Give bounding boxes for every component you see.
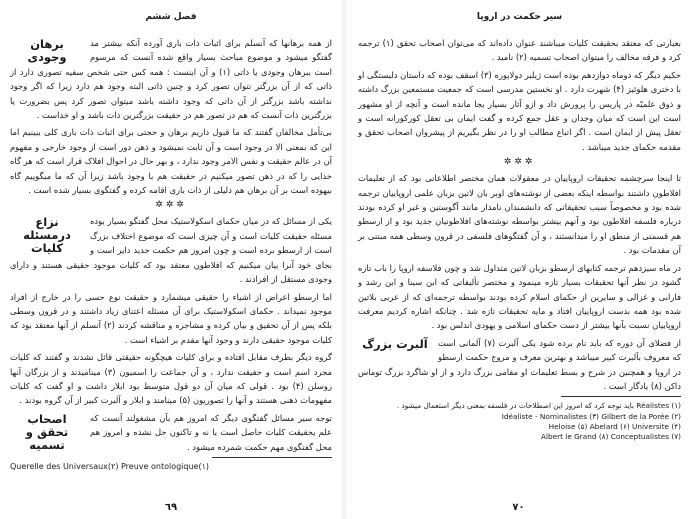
- right-running-head: سیر حکمت در اروپا: [476, 12, 563, 22]
- heading-ashab: اصحاب تحقق و تسمیه: [25, 411, 69, 452]
- heading-albert: آلبرت بزرگ: [362, 336, 428, 351]
- left-page: [0, 0, 342, 519]
- footnote-line: (۱) Réalistes باید توجه کرد که امروز این اصطلاحات در فلسفه بمعنی دیگر استعمال میشود .: [396, 401, 681, 411]
- heading-naza-kolliyat: نزاع درمسئله کلیات: [23, 215, 71, 256]
- left-paragraph-6: توجه سیر مسائل گفتگوی دیگر که امروز هم بآن مشغولند آنست که علم بحقیقت کلیات حاصل است یا نه و تاکنون حل نشده و امروز هم محل گفتگوی مهم حکمت شمرده میشود .: [90, 412, 332, 452]
- left-paragraph-4: اما ارسطو اعراض از اشیاء را حقیقی میشمارد و حقیقت نوع حسی را در خارج از افراد موجود نمیداند . حکمای اسکولاستیک برای آن مسئله اعتنای زیاد داشتند و در قرون وسطی بلکه پس از آن تحقیق و بیان کرده و مشاجره و مناقشه کردند (۲) آنسلم از آنها معتقد بود که کلیات موجود حقیقی دارند و وجود آنها مقدم بر اشیاء است .: [10, 291, 332, 345]
- left-paragraph-3: یکی از مسائل که در میان حکمای اسکولاستیک محل گفتگو بسیار بوده مسئله حقیقت کلیات است و آن چیزی است که موضوع اختلاف بزرگ است از ارسطو برده است و چون امروز هم حکمت جدید دایر است و بجای خود آنرا بیان میکنیم که افلاطون معتقد بود که کلیات موجود حقیقی هستند و دارای وجودی مستقل از افرادند .: [10, 216, 332, 285]
- right-paragraph-2: حکیم دیگر که دوماه دوازدهم بوده است ژیلبر دولاپوره (۳) اسقف بوده که داستان دلبستگی او با دختری هلوئیز (۴) شهرت دارد . او نخستین مدرسی است که جمعیت مستمعین بزرگ داشته و ذوق علمیّه در پاریس را پرورش داد و ازو آثار بسیار بجا مانده است و آنچه از او مشهور است این است که میان وجدان و عقل جمع کرده و گفت ایمان بی تعقل کورکورانه است و تعقل پیش از ایمان است . اگر اتباع مطالب او را در نظر بگیریم از پیشروان اصحاب تحقق و مقدمه حکمای جدید میباشد .: [358, 69, 681, 152]
- footnote-line: (۷) Albert le Grand (۸) Conceptualistes: [540, 431, 681, 441]
- right-page-number: ٧٠: [512, 502, 525, 513]
- right-paragraph-4: در ماه سیزدهم ترجمه کتابهای ارسطو بزبان لاتین متداول شد و چون فلاسفه اروپا را باب تازه گشود در نظر آنها تحقیقات بسیار تازه مینمود و مختصر تألیفاتی که ابن سینا و ابن رشد و فارابی و غزالی و سایرین از حکمای اسلام کرده بودند بواسطه ترجمه‌ای که از عربی بلاتین شده بود همه بدست اروپاییان افتاد و مایه تحقیقات تازه شد . چنانکه اشاره کردیم معرفت اروپاییان نسبت بآنها بیشتر از دست حکمای اسلامی و یهودی اندلس بود .: [358, 262, 681, 331]
- footnote-line: (۴) Heloise (۵) Abelard (۶) Universite: [548, 421, 681, 431]
- footnote-rule-right: [561, 396, 681, 397]
- right-paragraph-1: بعبارتی که معتقد بحقیقت کلیات میباشند عنوان داده‌اند که می‌توان اصحاب تحقق (۱) ترجمه کرد و فرقه مخالف را میتوان اصحاب تسمیه (۲) نامید .: [358, 38, 682, 63]
- left-page-number: ٦٩: [164, 502, 178, 513]
- footnote-line: (۲) Idéaliste - Nominalistes (۳) Gilbert de la Porée: [501, 411, 681, 421]
- right-paragraph-5: از فضلای آن دوره که باید نام برده شود یکی آلبرت (۷) آلمانی است که معروف بآلبرت کبیر میباشد و بهترین معرف و مروج حکمت ارسطو در اروپا و همچنین در شرح و بسط تعلیمات او مقامی بزرگ دارد و از او شاگرد بزرگ توماس داکن (۸) یادگار است .: [358, 337, 681, 391]
- left-paragraph-1: از همه برهانها که آنسلم برای اثبات ذات باری آورده آنکه بیشتر مد گفتگو میشود و موضوع مباحث بسیار واقع شده آنست که مرسوم است ببرهان وجودی یا ذاتی (۱) و آن اینست : همه کس حتی شخص سفیه تصوری دارد از ذاتی که از آن بزرگتر نتوان تصور کرد و چنین ذاتی البته وجود هم دارد زیرا که اگر وجود نداشته باشد بزرگتر از آن ذاتی که وجود داشته باشد میتوان تصور کرد پس بضرورت یا بزرگترین ذات آنست که هم در تصور هم در حقیقت بزرگترین ذات باشد و او خداست .: [10, 38, 332, 121]
- left-footnote-latin: Querelle des Universaux(۲) Preuve ontologique(۱): [10, 461, 210, 471]
- left-paragraph-2: بی‌تأمل مخالفان گفتند که ما قبول داریم برهان و حجتی برای اثبات ذات باری کلی ببینیم اما این که بمعنی الا در وجود است و آن ثابت نمیشود و ذهن دور است از وجود خارجی و مفهوم آن در عالم حقیقت و نفس الامر وجود ندارد ، و بهر حال در احوال افلاک قرار است که هر گاه خدایی را که در ذهن تصور میکنیم در حقیقت هم با وجود باشد زیرا آن که ما میگوییم گاه بیهوده است بر آن برهان هم دلیلی از ذات باری اقامه کرده و گفتگوی بسیار شده است .: [10, 127, 332, 196]
- left-running-head: فصل ششم: [145, 12, 197, 22]
- right-page: [346, 0, 691, 519]
- left-paragraph-5: گروه دیگر بطرف مقابل افتاده و برای کلیات هیچگونه حقیقتی قائل نشدند و گفتند که کلیات مجرد اسم است و حقیقت ندارد ، و آن جماعت را اسمیون (۳) مینامیدند و از بزرگان آنها روسلن (۴) بود . قولی که میان آن دو قول متوسط بود ابلار داشت و او گفت که کلیات مفهومات ذهنی هستند و آنها را تصوریون (۵) مینامند و ابلار و آلبرت کبیر از آن گروه بودند .: [10, 352, 332, 406]
- footnote-rule-left: [212, 457, 332, 458]
- section-stars-right: ✲✲✲: [503, 157, 536, 168]
- right-paragraph-3: تا اینجا سرچشمه تحقیقات اروپاییان در معقولات همان مختصر اطلاعاتی بود که از تعلیمات افلاطون داشتند بواسطه اینکه بعضی از نوشته‌های اوبر بان لاتین بزبان علمی اروپاییان ترجمه شده بود و مخصوصاً سبب تحقیقاتی که دانشمندان نامدار مانند آگوستین و غیر او کرده بودند درباره فلسفه افلاطون بود و آنهم بیشتر بواسطه نوشته‌های افلاطونیان جدید بود و از ارسطو هم قسمتی از منطق او را میدانستند ، و آن گفتگوهای فلسفی در قرون وسطی همه مبتنی بر آن مقدمات بود .: [358, 173, 681, 256]
- section-stars-left: ✲✲✲: [155, 200, 187, 211]
- heading-burhan-wujudi: برهان وجودی: [27, 37, 67, 64]
- right-footnotes: [358, 401, 681, 442]
